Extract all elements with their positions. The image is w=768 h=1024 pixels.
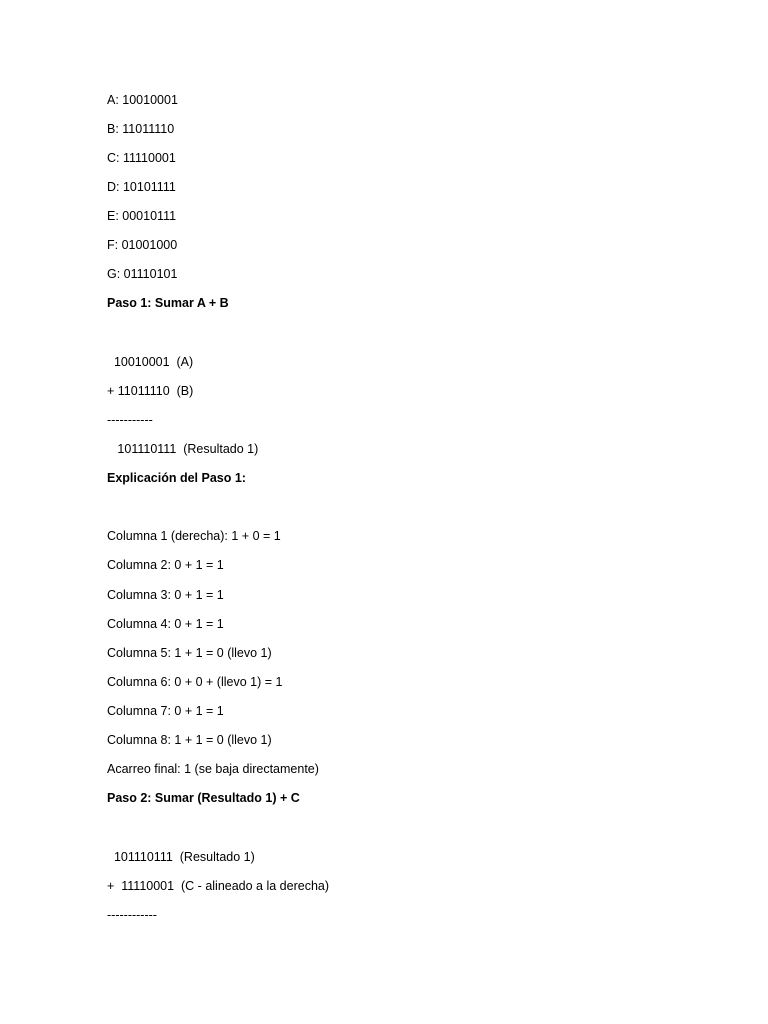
step-1-heading: Paso 1: Sumar A + B bbox=[107, 296, 229, 310]
sum-1-result: 101110111 (Resultado 1) bbox=[107, 442, 259, 456]
value-c: C: 11110001 bbox=[107, 151, 176, 165]
final-carry-explanation: Acarreo final: 1 (se baja directamente) bbox=[107, 762, 319, 776]
value-g: G: 01110101 bbox=[107, 267, 178, 281]
value-b: B: 11011110 bbox=[107, 122, 175, 136]
column-7-explanation: Columna 7: 0 + 1 = 1 bbox=[107, 704, 224, 718]
column-1-explanation: Columna 1 (derecha): 1 + 0 = 1 bbox=[107, 529, 281, 543]
sum-1-operand-b: + 11011110 (B) bbox=[107, 384, 194, 398]
sum-1-divider: ----------- bbox=[107, 413, 153, 427]
value-f: F: 01001000 bbox=[107, 238, 178, 252]
step-2-heading: Paso 2: Sumar (Resultado 1) + C bbox=[107, 791, 300, 805]
column-8-explanation: Columna 8: 1 + 1 = 0 (llevo 1) bbox=[107, 733, 272, 747]
value-a: A: 10010001 bbox=[107, 93, 178, 107]
value-d: D: 10101111 bbox=[107, 180, 176, 194]
value-e: E: 00010111 bbox=[107, 209, 177, 223]
column-6-explanation: Columna 6: 0 + 0 + (llevo 1) = 1 bbox=[107, 675, 283, 689]
sum-2-operand-result-1: 101110111 (Resultado 1) bbox=[107, 850, 255, 864]
sum-2-operand-c: + 11110001 (C - alineado a la derecha) bbox=[107, 879, 330, 893]
column-3-explanation: Columna 3: 0 + 1 = 1 bbox=[107, 588, 224, 602]
sum-1-operand-a: 10010001 (A) bbox=[107, 355, 194, 369]
column-5-explanation: Columna 5: 1 + 1 = 0 (llevo 1) bbox=[107, 646, 272, 660]
step-1-explanation-heading: Explicación del Paso 1: bbox=[107, 471, 246, 485]
sum-2-divider: ------------ bbox=[107, 908, 157, 922]
column-2-explanation: Columna 2: 0 + 1 = 1 bbox=[107, 558, 224, 572]
column-4-explanation: Columna 4: 0 + 1 = 1 bbox=[107, 617, 224, 631]
